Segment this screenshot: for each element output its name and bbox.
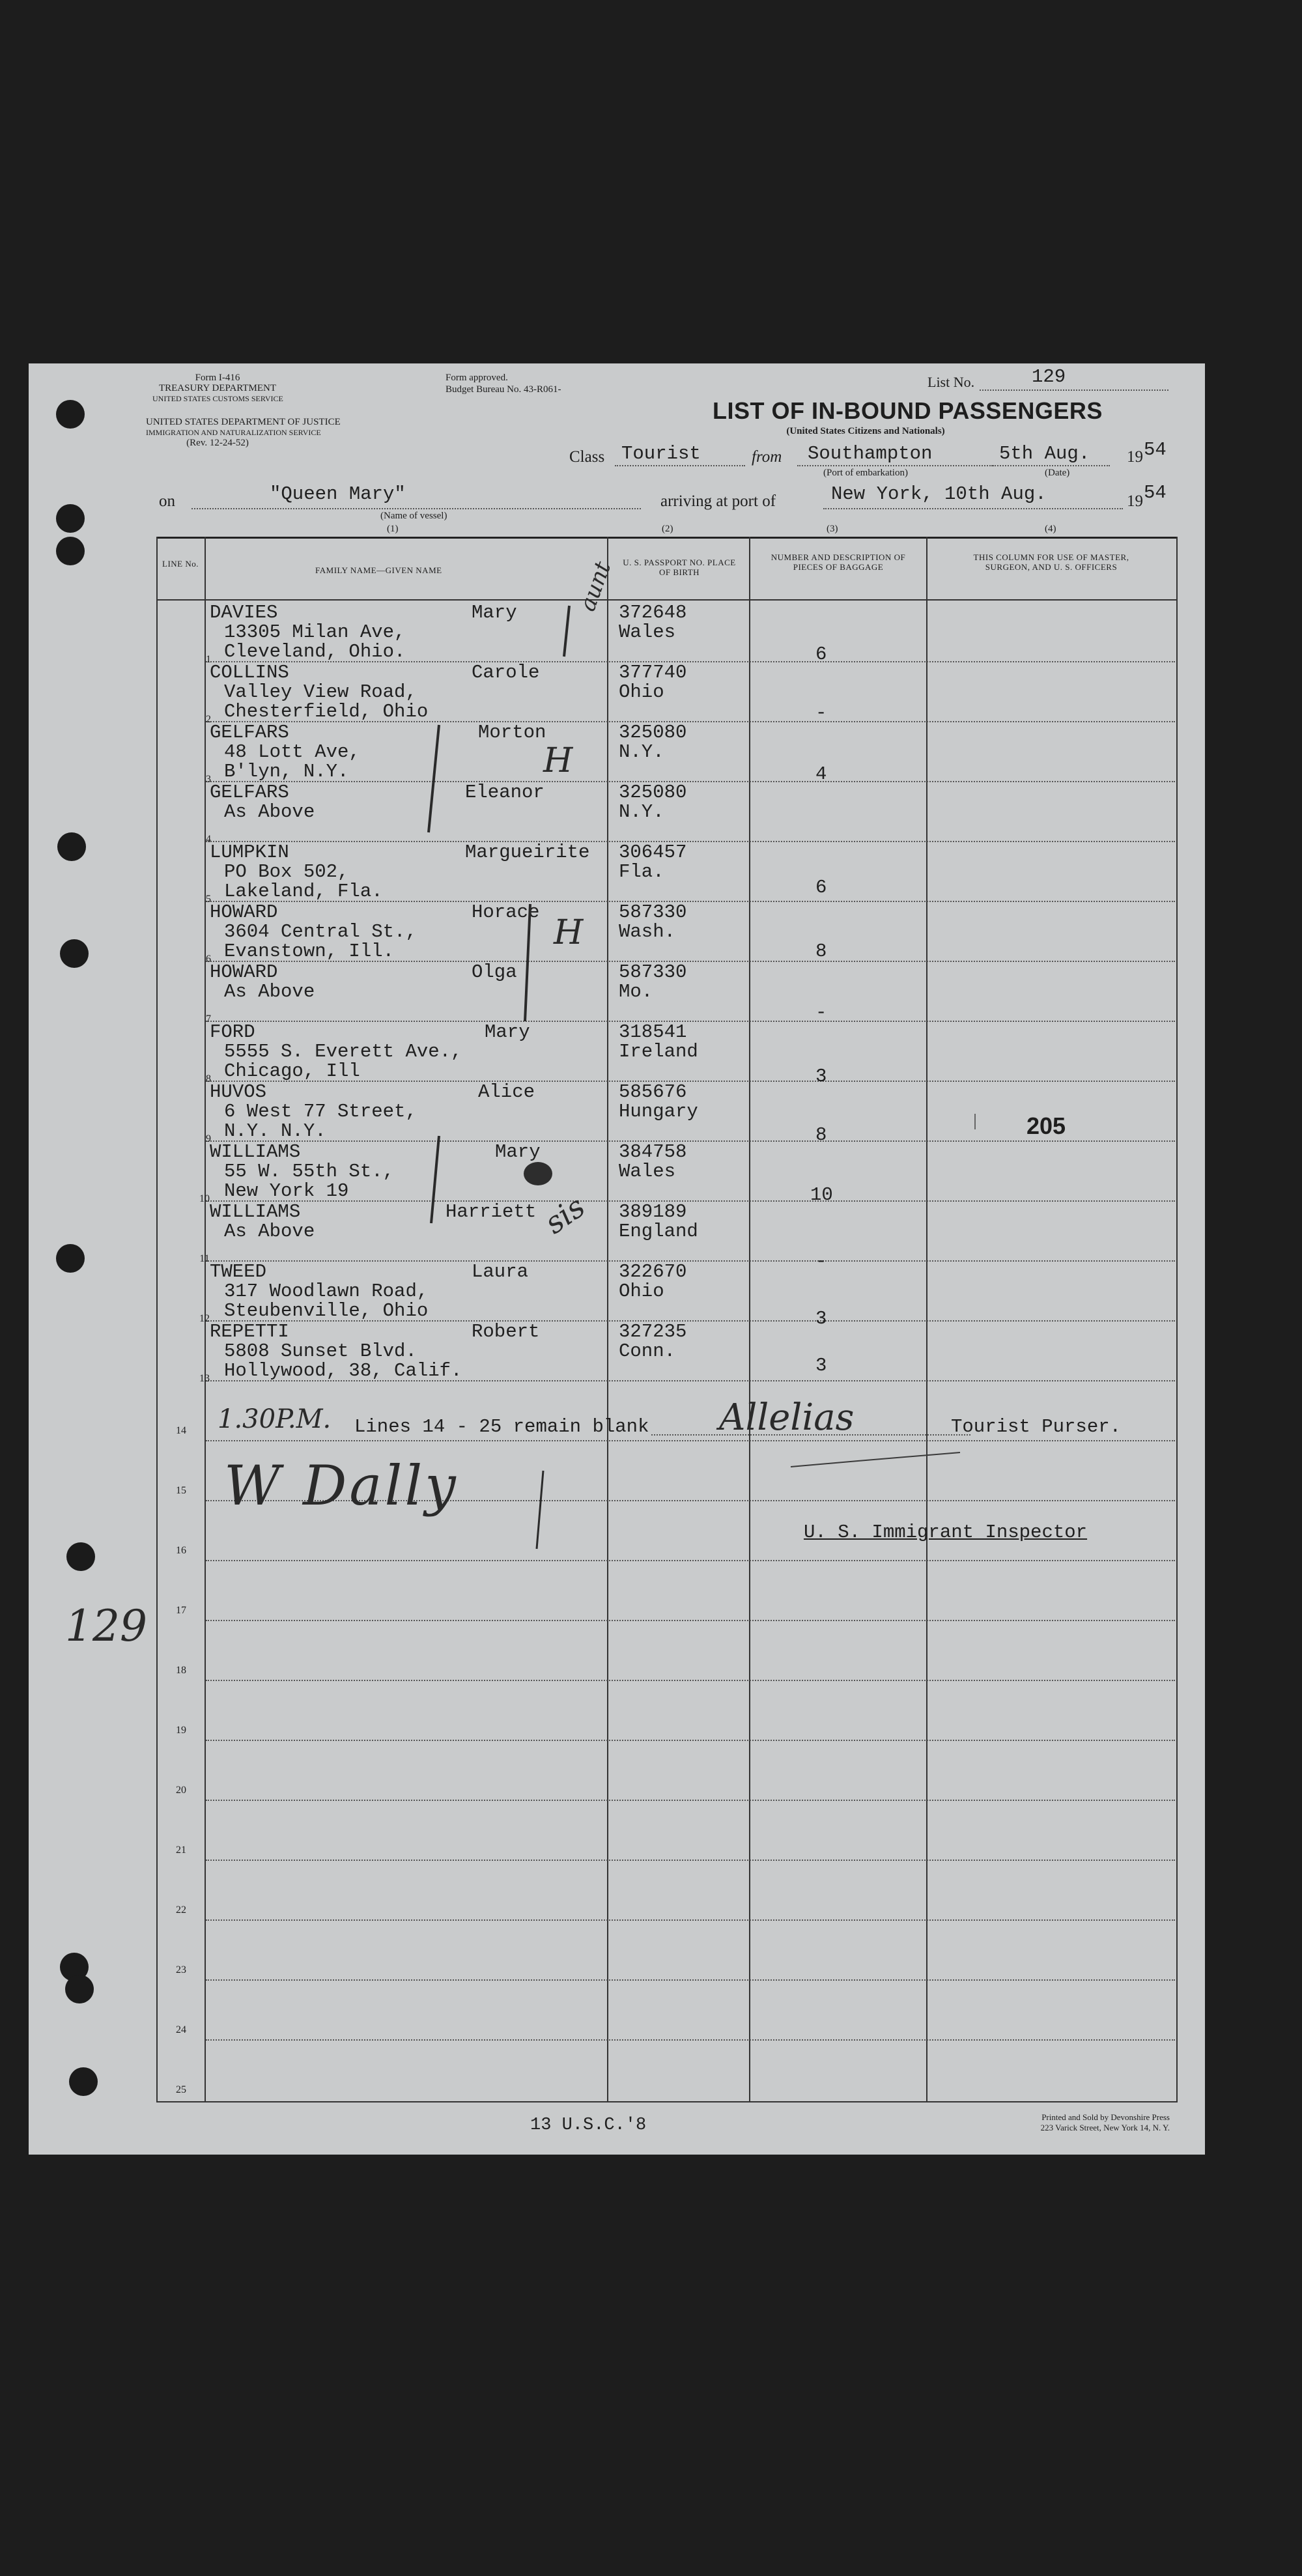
margin-note: 129 <box>65 1601 147 1651</box>
passenger-address: 317 Woodlawn Road, <box>224 1281 429 1302</box>
bracket-stroke <box>431 1136 439 1223</box>
passenger-address: New York 19 <box>224 1180 349 1202</box>
passenger-family-name: WILLIAMS <box>210 1201 301 1223</box>
class-label: Class <box>569 448 605 466</box>
signature-tail <box>537 1471 543 1549</box>
passenger-given-name: Margueirite <box>465 842 590 863</box>
place-of-birth: Ireland <box>619 1041 698 1062</box>
passport-number: 322670 <box>619 1261 687 1282</box>
year2-prefix: 19 <box>1127 492 1143 510</box>
passenger-family-name: HOWARD <box>210 961 278 983</box>
list-no-value: 129 <box>1032 366 1066 388</box>
passenger-address: 6 West 77 Street, <box>224 1101 417 1122</box>
row-number: 16 <box>176 1545 186 1556</box>
column-header-line-no: LINE No. <box>162 559 199 569</box>
passenger-family-name: GELFARS <box>210 722 289 743</box>
column-number-3: (3) <box>827 524 838 534</box>
passenger-family-name: HOWARD <box>210 901 278 923</box>
bracket-stroke <box>429 725 439 832</box>
passenger-given-name: Mary <box>472 602 517 623</box>
passenger-given-name: Morton <box>478 722 546 743</box>
baggage-count: 8 <box>815 941 827 962</box>
passenger-address: Steubenville, Ohio <box>224 1300 429 1322</box>
passenger-address: 5808 Sunset Blvd. <box>224 1340 417 1362</box>
departure-date: 5th Aug. <box>999 443 1090 464</box>
annotation-aunt: aunt <box>574 558 617 615</box>
handwritten-brackets <box>29 363 1205 2155</box>
row-number: 21 <box>176 1845 186 1856</box>
passenger-given-name: Laura <box>472 1261 529 1282</box>
row-number: 20 <box>176 1785 186 1796</box>
row-number: 24 <box>176 2024 186 2035</box>
passenger-address: Chicago, Ill <box>224 1060 360 1082</box>
column-header-name: FAMILY NAME—GIVEN NAME <box>315 565 442 575</box>
passenger-address: 48 Lott Ave, <box>224 741 360 763</box>
row-number: 17 <box>176 1605 186 1616</box>
row-number: 7 <box>206 1013 211 1025</box>
passenger-family-name: HUVOS <box>210 1081 267 1103</box>
blank-lines-note: Lines 14 - 25 remain blank <box>354 1416 649 1437</box>
passenger-family-name: WILLIAMS <box>210 1141 301 1163</box>
list-no-label: List No. <box>927 374 975 390</box>
handwritten-time: 1.30P.M. <box>218 1404 332 1434</box>
baggage-count: 3 <box>815 1066 827 1087</box>
printer-address: 223 Varick Street, New York 14, N. Y. <box>1040 2123 1170 2132</box>
row-number: 25 <box>176 2084 186 2095</box>
place-of-birth: Fla. <box>619 861 664 883</box>
passenger-given-name: Alice <box>478 1081 535 1103</box>
passport-number: 384758 <box>619 1141 687 1163</box>
form-number: Form I-416 <box>195 373 240 383</box>
vessel-caption: (Name of vessel) <box>380 511 447 521</box>
passport-number: 318541 <box>619 1021 687 1043</box>
column-number-4: (4) <box>1045 524 1056 534</box>
baggage-count: - <box>815 1002 827 1023</box>
immigration-service: IMMIGRATION AND NATURALIZATION SERVICE <box>146 428 321 437</box>
passport-number: 587330 <box>619 961 687 983</box>
from-label: from <box>752 448 782 466</box>
row-number: 9 <box>206 1133 211 1144</box>
revision-date: (Rev. 12-24-52) <box>186 438 249 448</box>
column-number-2: (2) <box>662 524 673 534</box>
column-header-passport: U. S. PASSPORT NO. PLACE OF BIRTH <box>623 558 736 577</box>
baggage-count: - <box>815 702 827 724</box>
passenger-family-name: LUMPKIN <box>210 842 289 863</box>
passport-number: 389189 <box>619 1201 687 1223</box>
passenger-given-name: Mary <box>495 1141 541 1163</box>
passenger-address: 55 W. 55th St., <box>224 1161 395 1182</box>
column-header-baggage: NUMBER AND DESCRIPTION OF PIECES OF BAGGAGE <box>771 552 906 572</box>
row-number: 22 <box>176 1904 186 1916</box>
purser-signature: Allelias <box>719 1396 855 1439</box>
place-of-birth: Wales <box>619 621 676 643</box>
from-value: Southampton <box>808 443 933 464</box>
row-number: 13 <box>199 1373 210 1384</box>
underline-stroke <box>791 1452 960 1467</box>
passenger-address: Valley View Road, <box>224 681 417 703</box>
passport-number: 587330 <box>619 901 687 923</box>
annotation-sis: sis <box>538 1189 591 1241</box>
row-number: 23 <box>176 1964 186 1975</box>
row-number: 5 <box>206 894 211 905</box>
column-header-officers: THIS COLUMN FOR USE OF MASTER, SURGEON, AND U. S. OFFICERS <box>973 552 1129 572</box>
passenger-address: Chesterfield, Ohio <box>224 701 429 722</box>
passport-number: 372648 <box>619 602 687 623</box>
passenger-given-name: Carole <box>472 662 540 683</box>
passenger-address: As Above <box>224 801 315 823</box>
passenger-given-name: Mary <box>485 1021 530 1043</box>
place-of-birth: Wales <box>619 1161 676 1182</box>
place-of-birth: Wash. <box>619 921 676 942</box>
row-number: 3 <box>206 774 211 785</box>
row-number: 15 <box>176 1485 186 1496</box>
row-number: 6 <box>206 954 211 965</box>
date-caption: (Date) <box>1045 468 1070 478</box>
passenger-family-name: DAVIES <box>210 602 278 623</box>
passenger-address: 3604 Central St., <box>224 921 417 942</box>
annotation-h: H <box>543 741 573 780</box>
passenger-address: 5555 S. Everett Ave., <box>224 1041 462 1062</box>
arriving-label: arriving at port of <box>660 492 776 510</box>
row-number: 12 <box>199 1313 210 1324</box>
passport-number: 325080 <box>619 782 687 803</box>
year2-suffix: 54 <box>1144 482 1167 503</box>
place-of-birth: Mo. <box>619 981 653 1002</box>
passenger-address: N.Y. N.Y. <box>224 1120 326 1142</box>
baggage-count: 8 <box>815 1124 827 1146</box>
passport-number: 327235 <box>619 1321 687 1342</box>
passenger-given-name: Horace <box>472 901 540 923</box>
passenger-family-name: TWEED <box>210 1261 267 1282</box>
printer-line: Printed and Sold by Devonshire Press <box>1041 2112 1170 2122</box>
row-number: 1 <box>206 654 211 665</box>
class-value: Tourist <box>621 443 701 464</box>
place-of-birth: England <box>619 1221 698 1242</box>
place-of-birth: Ohio <box>619 1281 664 1302</box>
row-number: 4 <box>206 834 211 845</box>
port-embarkation-caption: (Port of embarkation) <box>823 468 908 478</box>
passenger-address: 13305 Milan Ave, <box>224 621 406 643</box>
baggage-count: - <box>815 1251 827 1272</box>
passenger-address: PO Box 502, <box>224 861 349 883</box>
passenger-address: Cleveland, Ohio. <box>224 641 406 662</box>
year-prefix: 19 <box>1127 448 1143 466</box>
treasury-department: TREASURY DEPARTMENT <box>158 383 277 393</box>
passenger-address: B'lyn, N.Y. <box>224 761 349 782</box>
customs-service: UNITED STATES CUSTOMS SERVICE <box>152 394 283 403</box>
row-number: 18 <box>176 1665 186 1676</box>
passport-number: 325080 <box>619 722 687 743</box>
passenger-family-name: COLLINS <box>210 662 289 683</box>
page-subtitle: (United States Citizens and Nationals) <box>786 426 945 436</box>
row-number: 8 <box>206 1073 211 1084</box>
passenger-given-name: Eleanor <box>465 782 545 803</box>
place-of-birth: N.Y. <box>619 801 664 823</box>
year-suffix: 54 <box>1144 439 1167 460</box>
passenger-given-name: Olga <box>472 961 517 983</box>
vessel-name: "Queen Mary" <box>270 483 406 505</box>
inspector-title: U. S. Immigrant Inspector <box>804 1522 1088 1543</box>
column-number-1: (1) <box>387 524 399 534</box>
arrival-port-date: New York, 10th Aug. <box>831 483 1047 505</box>
baggage-count: 6 <box>815 644 827 665</box>
row-number: 19 <box>176 1725 186 1736</box>
baggage-count: 3 <box>815 1355 827 1376</box>
passenger-family-name: REPETTI <box>210 1321 289 1342</box>
row-number: 14 <box>176 1425 186 1436</box>
passenger-given-name: Robert <box>472 1321 540 1342</box>
place-of-birth: Ohio <box>619 681 664 703</box>
budget-bureau: Budget Bureau No. 43-R061- <box>446 384 561 395</box>
purser-title: Tourist Purser. <box>951 1416 1122 1437</box>
place-of-birth: N.Y. <box>619 741 664 763</box>
form-sheet <box>29 363 1205 2155</box>
baggage-count: 3 <box>815 1308 827 1329</box>
annotation-h: H <box>554 913 584 952</box>
passenger-given-name: Harriett <box>446 1201 537 1223</box>
passenger-family-name: GELFARS <box>210 782 289 803</box>
row-number: 11 <box>199 1253 210 1264</box>
row-number: 10 <box>199 1193 210 1204</box>
bracket-stroke <box>564 606 569 657</box>
passenger-address: Evanstown, Ill. <box>224 941 395 962</box>
passenger-address: Lakeland, Fla. <box>224 881 383 902</box>
ink-smudge <box>524 1162 552 1185</box>
row-number: 2 <box>206 714 211 725</box>
passenger-address: Hollywood, 38, Calif. <box>224 1360 462 1381</box>
form-approved: Form approved. <box>446 373 508 383</box>
baggage-count: 6 <box>815 877 827 898</box>
passport-number: 377740 <box>619 662 687 683</box>
passenger-family-name: FORD <box>210 1021 255 1043</box>
passenger-address: As Above <box>224 981 315 1002</box>
passenger-address: As Above <box>224 1221 315 1242</box>
inspector-signature: W Dally <box>224 1454 459 1518</box>
passport-number: 585676 <box>619 1081 687 1103</box>
officer-number: 205 <box>1026 1112 1066 1139</box>
baggage-count: 4 <box>815 763 827 785</box>
place-of-birth: Conn. <box>619 1340 676 1362</box>
passport-number: 306457 <box>619 842 687 863</box>
place-of-birth: Hungary <box>619 1101 698 1122</box>
bracket-stroke <box>525 904 530 1021</box>
on-label: on <box>159 492 175 510</box>
department-of-justice: UNITED STATES DEPARTMENT OF JUSTICE <box>146 417 341 427</box>
page-title: LIST OF IN-BOUND PASSENGERS <box>713 397 1103 424</box>
statute-reference: 13 U.S.C.'8 <box>530 2116 647 2135</box>
baggage-count: 10 <box>810 1184 833 1206</box>
